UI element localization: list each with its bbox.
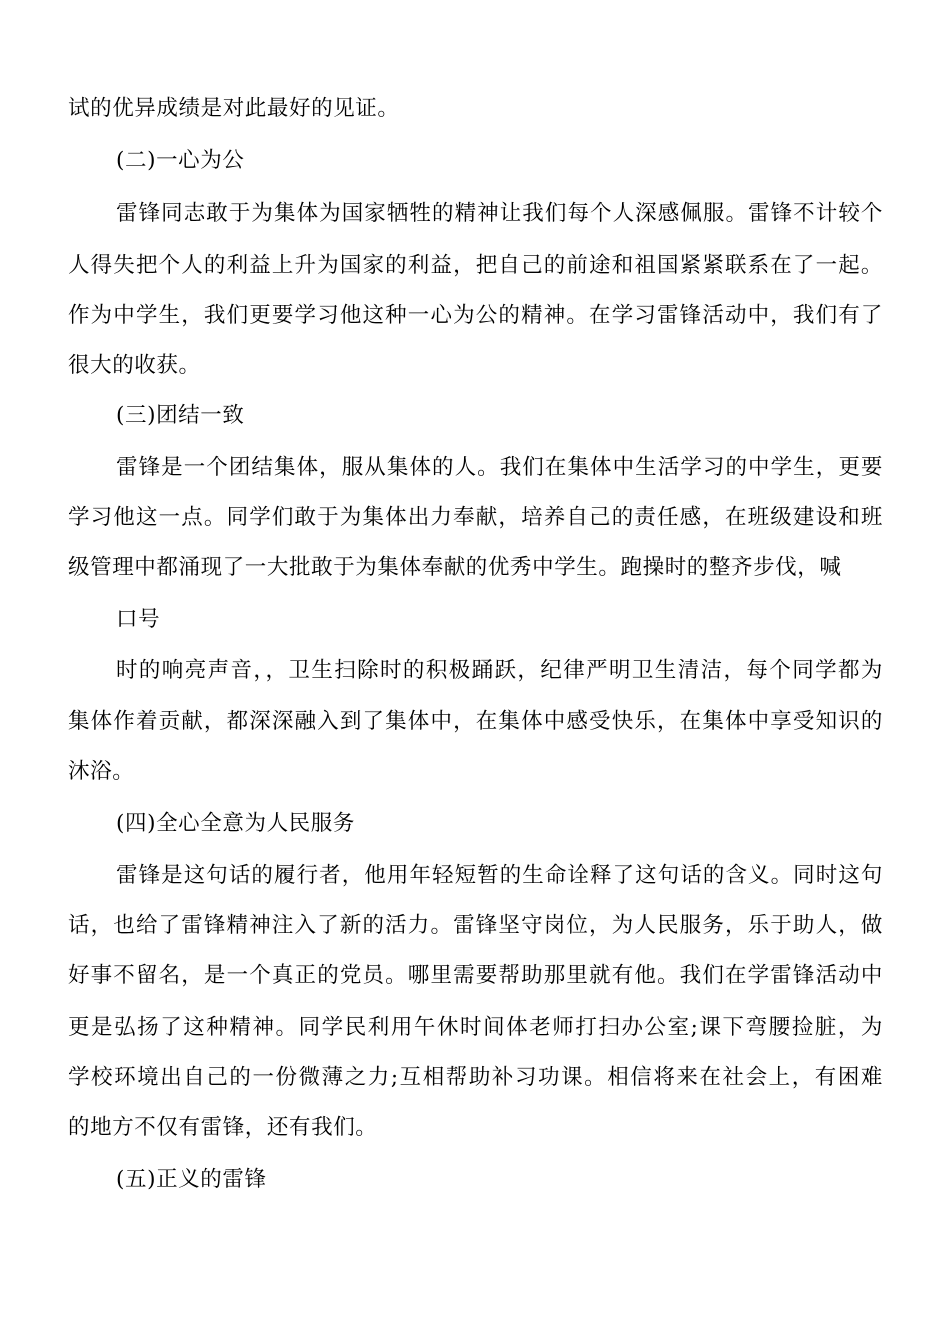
text-line: 更是弘扬了这种精神。同学民利用午休时间体老师打扫办公室;课下弯腰捡脏，为 bbox=[68, 1015, 883, 1040]
text-line: 口号 bbox=[116, 607, 161, 632]
text-line: 的地方不仅有雷锋，还有我们。 bbox=[68, 1115, 378, 1140]
text-line: 很大的收获。 bbox=[68, 353, 201, 378]
section-heading: (三)团结一致 bbox=[116, 403, 245, 428]
text-line: 时的响亮声音，，卫生扫除时的积极踊跃，纪律严明卫生清洁，每个同学都为 bbox=[116, 658, 883, 683]
text-line: 雷锋同志敢于为集体为国家牺牲的精神让我们每个人深感佩服。雷锋不计较个 bbox=[116, 201, 883, 226]
text-line: 集体作着贡献，都深深融入到了集体中，在集体中感受快乐，在集体中享受知识的 bbox=[68, 709, 883, 734]
text-line: 级管理中都涌现了一大批敢于为集体奉献的优秀中学生。跑操时的整齐步伐，喊 bbox=[68, 555, 842, 580]
section-heading: (二)一心为公 bbox=[116, 148, 245, 173]
text-line: 学习他这一点。同学们敢于为集体出力奉献，培养自己的责任感，在班级建设和班 bbox=[68, 505, 883, 530]
text-line: 作为中学生，我们更要学习他这种一心为公的精神。在学习雷锋活动中，我们有了 bbox=[68, 303, 883, 328]
text-line: 雷锋是这句话的履行者，他用年轻短暂的生命诠释了这句话的含义。同时这句 bbox=[116, 863, 883, 888]
section-heading: (五)正义的雷锋 bbox=[116, 1167, 267, 1192]
text-line: 人得失把个人的利益上升为国家的利益，把自己的前途和祖国紧紧联系在了一起。 bbox=[68, 253, 883, 278]
text-line: 学校环境出自己的一份微薄之力;互相帮助补习功课。相信将来在社会上，有困难 bbox=[68, 1065, 883, 1090]
text-line: 沐浴。 bbox=[68, 759, 135, 784]
text-line: 好事不留名，是一个真正的党员。哪里需要帮助那里就有他。我们在学雷锋活动中 bbox=[68, 963, 883, 988]
text-line: 试的优异成绩是对此最好的见证。 bbox=[68, 96, 400, 121]
text-line: 话，也给了雷锋精神注入了新的活力。雷锋坚守岗位，为人民服务，乐于助人，做 bbox=[68, 913, 883, 938]
text-line: 雷锋是一个团结集体，服从集体的人。我们在集体中生活学习的中学生，更要 bbox=[116, 455, 883, 480]
section-heading: (四)全心全意为人民服务 bbox=[116, 811, 355, 836]
